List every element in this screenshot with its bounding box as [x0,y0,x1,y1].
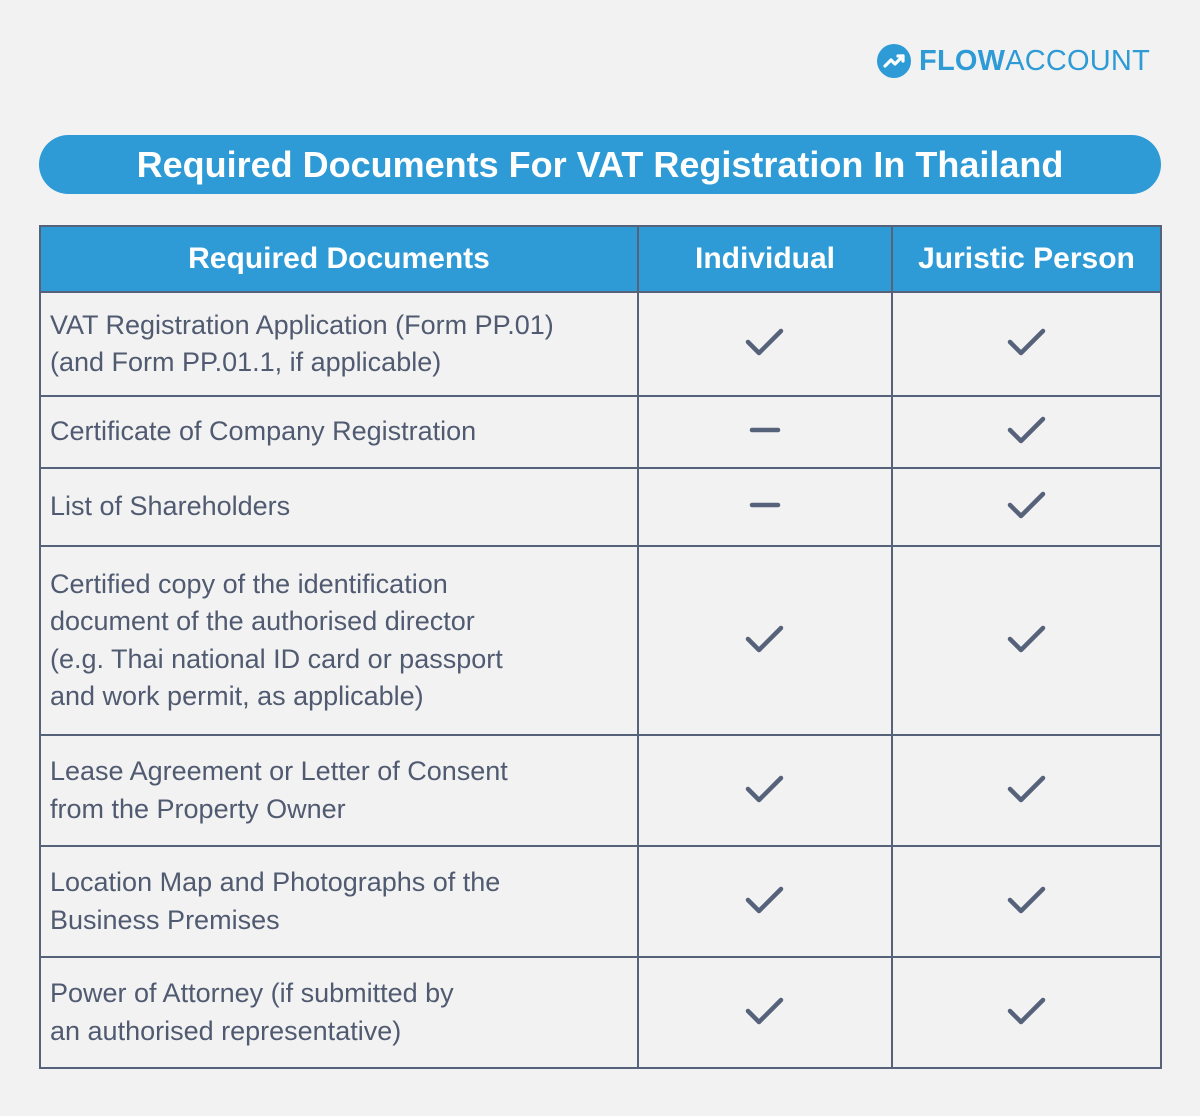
document-name-line: Business Premises [50,904,280,935]
document-name-cell [40,735,638,846]
document-name-line: Power of Attorney (if submitted by [50,978,454,1008]
check-icon [1005,991,1049,1031]
document-name-line: Location Map and Photographs of the [50,867,501,897]
juristic-cell [892,957,1161,1068]
check-icon [743,769,787,809]
documents-table [39,225,1162,1069]
check-icon [1005,410,1049,450]
individual-cell [638,468,892,546]
check-icon [1005,769,1049,809]
individual-cell [638,846,892,957]
header-individual: Individual [638,226,892,292]
document-name-line: Certificate of Company Registration [50,416,477,447]
check-icon [1005,485,1049,525]
individual-cell [638,957,892,1068]
document-name-line: document of the authorised director [50,606,475,636]
document-name-cell [40,292,638,396]
brand-wordmark-light: ACCOUNT [1005,44,1150,77]
table-row [40,957,1161,1068]
brand-wordmark-bold: FLOW [919,44,1006,77]
juristic-cell [892,846,1161,957]
individual-cell [638,292,892,396]
document-name-line: from the Property Owner [50,793,346,824]
document-name-line: and work permit, as applicable) [50,681,424,711]
table-row [40,396,1161,468]
header-juristic-person: Juristic Person [892,226,1161,292]
check-icon [743,322,787,362]
check-icon [743,880,787,920]
brand-wordmark [919,44,1150,77]
individual-cell [638,735,892,846]
dash-icon [743,485,787,525]
juristic-cell [892,292,1161,396]
brand-logo [877,44,1150,78]
document-name-cell [40,957,638,1068]
table-row [40,292,1161,396]
document-name-line: Lease Agreement or Letter of Consent [50,756,508,786]
document-name-line: List of Shareholders [50,491,291,522]
table-row [40,735,1161,846]
document-name-line: Certified copy of the identification [50,568,448,599]
document-name-line: VAT Registration Application (Form PP.01) [50,309,554,340]
header-required-documents: Required Documents [40,226,638,292]
juristic-cell [892,468,1161,546]
document-name-line: an authorised representative) [50,1015,402,1046]
individual-cell [638,546,892,735]
document-name-cell [40,396,638,468]
check-icon [1005,322,1049,362]
individual-cell [638,396,892,468]
document-name-cell [40,846,638,957]
table-header-row [40,226,1161,292]
document-name-cell [40,468,638,546]
check-icon [743,991,787,1031]
table-row [40,546,1161,735]
juristic-cell [892,546,1161,735]
document-name-line: (e.g. Thai national ID card or passport [50,643,503,674]
table-row [40,846,1161,957]
juristic-cell [892,735,1161,846]
trend-up-icon [877,44,911,78]
document-name-cell [40,546,638,735]
table-row [40,468,1161,546]
juristic-cell [892,396,1161,468]
dash-icon [743,410,787,450]
page-title: Required Documents For VAT Registration In Thailand [39,135,1161,194]
check-icon [1005,619,1049,659]
check-icon [1005,880,1049,920]
document-name-line: (and Form PP.01.1, if applicable) [50,347,442,377]
check-icon [743,619,787,659]
